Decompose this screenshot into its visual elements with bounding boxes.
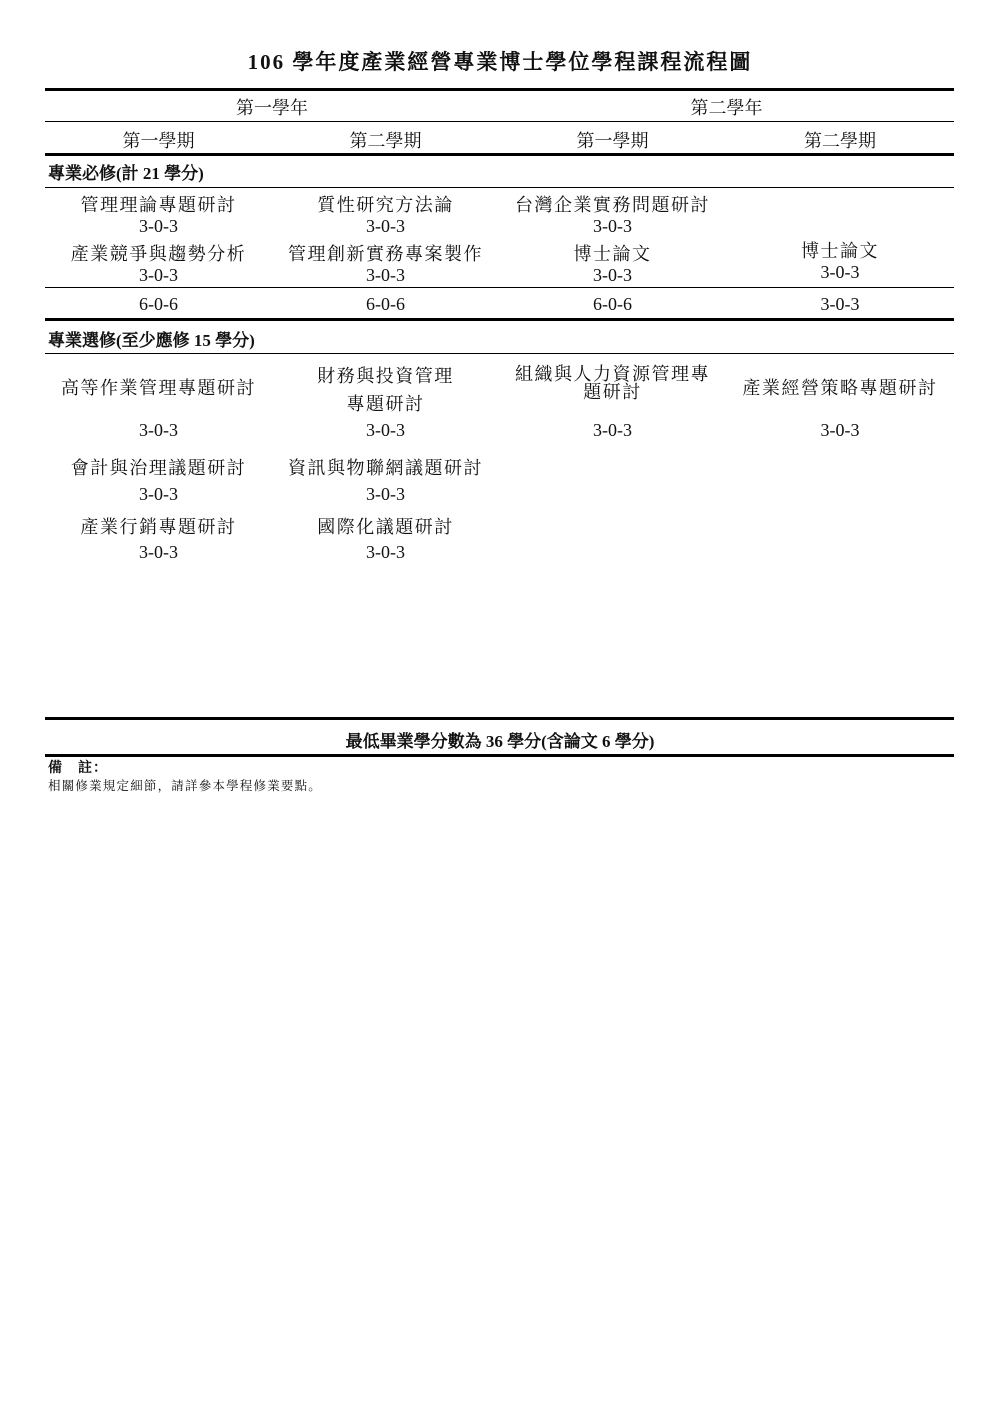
semester-header-1: 第一學期 (122, 131, 195, 151)
course-name: 博士論文 (801, 241, 879, 261)
course-name: 組織與人力資源管理專題研討 (515, 364, 710, 402)
subtotal-rule (45, 287, 954, 288)
required-end-rule (45, 318, 954, 321)
minimum-credits-summary: 最低畢業學分數為 36 學分(含論文 6 學分) (345, 732, 655, 751)
page-title: 106 學年度產業經營專業博士學位學程課程流程圖 (247, 50, 753, 74)
course-credits: 3-0-3 (139, 484, 178, 504)
course-credits: 3-0-3 (366, 484, 405, 504)
course-name: 產業經營策略專題研討 (742, 378, 938, 398)
year-divider (45, 121, 954, 122)
notes-text: 相關修業規定細節，請詳參本學程修業要點。 (48, 779, 323, 793)
course-credits: 3-0-3 (139, 542, 178, 562)
course-name: 會計與治理議題研討 (70, 458, 247, 478)
course-name: 台灣企業實務問題研討 (515, 195, 710, 215)
course-credits: 3-0-3 (820, 262, 860, 282)
course-name: 高等作業管理專題研討 (61, 378, 256, 398)
required-section-header: 專業必修(計 21 學分) (48, 164, 204, 183)
elective-section-header: 專業選修(至少應修 15 學分) (48, 331, 255, 350)
course-name: 博士論文 (573, 244, 652, 264)
required-header-rule (45, 187, 954, 188)
course-name: 管理理論專題研討 (80, 195, 237, 215)
course-name: 資訊與物聯網議題研討 (288, 458, 483, 478)
year-2-header: 第二學年 (690, 98, 763, 118)
semester-header-2: 第二學期 (349, 131, 422, 151)
semester-subtotal: 6-0-6 (139, 294, 178, 314)
semester-header-3: 第一學期 (576, 131, 649, 151)
semester-divider (45, 153, 954, 156)
course-name: 財務與投資管理 專題研討 (317, 366, 454, 414)
summary-top-rule (45, 717, 954, 720)
course-name: 質性研究方法論 (317, 195, 454, 215)
notes-label: 備 註： (48, 761, 108, 776)
course-credits: 3-0-3 (366, 542, 405, 562)
course-credits: 3-0-3 (139, 265, 178, 285)
course-credits: 3-0-3 (593, 265, 632, 285)
course-name: 產業行銷專題研討 (80, 517, 237, 537)
course-credits: 3-0-3 (366, 420, 405, 440)
year-1-header: 第一學年 (236, 98, 308, 118)
course-credits: 3-0-3 (820, 420, 860, 440)
semester-subtotal: 6-0-6 (366, 294, 405, 314)
semester-header-4: 第二學期 (804, 131, 876, 151)
course-name: 產業競爭與趨勢分析 (70, 244, 247, 264)
course-credits: 3-0-3 (593, 420, 632, 440)
semester-subtotal: 6-0-6 (593, 294, 632, 314)
course-credits: 3-0-3 (139, 216, 178, 236)
course-credits: 3-0-3 (593, 216, 632, 236)
course-credits: 3-0-3 (139, 420, 178, 440)
course-credits: 3-0-3 (366, 216, 405, 236)
elective-header-rule (45, 353, 954, 354)
course-credits: 3-0-3 (366, 265, 405, 285)
summary-bottom-rule (45, 754, 954, 757)
table-top-rule (45, 88, 954, 91)
semester-subtotal: 3-0-3 (820, 294, 860, 314)
course-name: 國際化議題研討 (317, 517, 454, 537)
course-name: 管理創新實務專案製作 (288, 244, 483, 264)
